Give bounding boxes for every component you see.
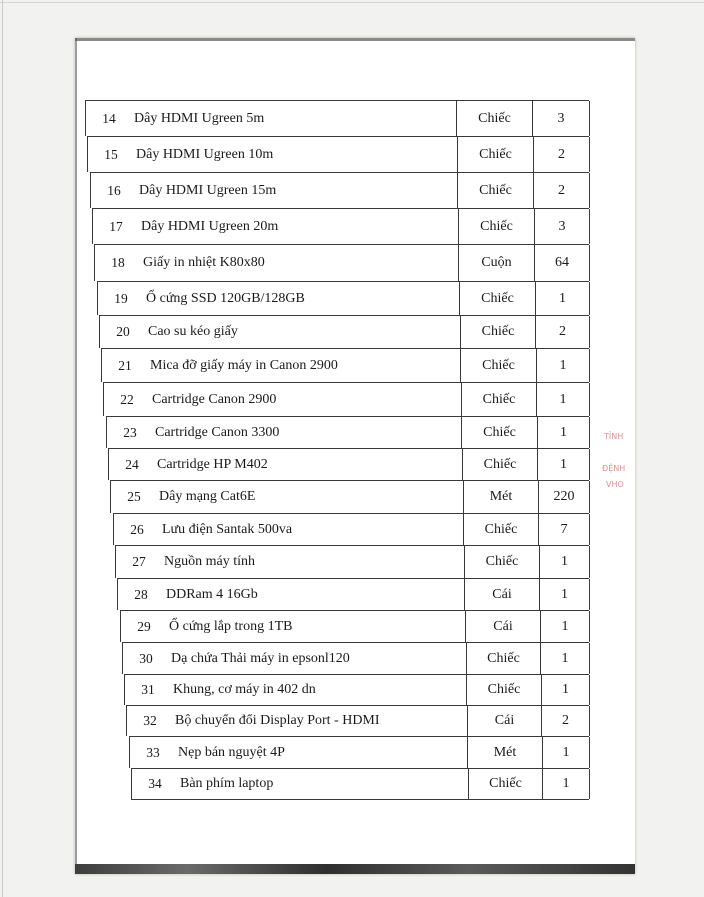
row-item-name: Nguồn máy tính [164,554,255,569]
row-item-name: Bộ chuyển đổi Display Port - HDMI [175,713,380,728]
table-row [101,348,589,382]
item-table [75,38,635,874]
row-item-name: Cartridge Canon 3300 [155,424,280,440]
row-qty: 1 [542,769,590,799]
red-seal-stamp [598,428,638,578]
table-row [113,513,589,545]
table-row [124,674,589,705]
table-row [108,448,589,480]
row-qty: 1 [537,417,590,448]
row-qty: 7 [538,514,590,545]
table-row [94,244,589,281]
scan-bottom-band [75,864,635,874]
row-qty: 1 [539,546,590,578]
table-row [85,100,589,136]
row-unit: Chiếc [461,383,536,416]
row-item-name: DDRam 4 16Gb [166,586,258,602]
row-unit: Chiếc [460,349,536,382]
row-item-name: Mica đỡ giấy máy in Canon 2900 [150,357,338,373]
row-stt: 20 [116,324,130,339]
row-qty: 1 [541,675,590,705]
row-unit: Cái [467,706,541,736]
row-stt: 30 [139,650,153,666]
row-unit: Chiếc [462,449,537,480]
row-unit: Chiếc [458,209,534,244]
row-stt: 22 [120,391,134,407]
row-stt: 15 [104,146,118,162]
row-item-name: Lưu điện Santak 500va [162,521,293,537]
table-row [117,578,589,610]
row-stt: 28 [134,586,148,602]
row-qty: 2 [533,137,590,172]
row-unit: Mét [463,481,538,513]
row-qty: 220 [538,481,590,513]
scanned-page [75,38,635,874]
row-unit: Chiếc [457,173,533,208]
row-item-name: Bàn phím laptop [180,776,274,791]
row-item-name: Dây HDMI Ugreen 5m [134,110,265,126]
row-item-name: Cartridge Canon 2900 [152,391,277,407]
row-stt: 34 [148,776,162,791]
row-unit: Cuộn [458,245,534,281]
row-unit: Mét [467,737,542,768]
row-unit: Chiếc [466,643,540,674]
stamp-text-1: TỈNH [604,432,624,441]
row-item-name: Dây HDMI Ugreen 10m [136,146,274,162]
row-unit: Chiếc [456,101,532,136]
row-unit: Chiếc [460,316,535,348]
row-stt: 26 [130,521,144,537]
table-row [97,281,589,315]
table-row [92,208,589,244]
row-item-name: Giấy in nhiệt K80x80 [143,255,265,270]
row-stt: 24 [125,456,139,472]
table-row [120,610,589,642]
row-qty: 2 [541,706,590,736]
stamp-text-3: VHO [606,480,624,489]
table-row [99,315,589,348]
table-row [90,172,589,208]
row-qty: 1 [537,449,590,480]
window-left-rule [2,0,3,897]
table-row [126,705,589,736]
row-qty: 1 [536,349,590,382]
row-item-name: Dây HDMI Ugreen 15m [139,182,277,198]
row-unit: Chiếc [464,546,539,578]
row-qty: 1 [536,383,590,416]
row-unit: Chiếc [459,282,535,315]
row-qty: 3 [534,209,590,244]
table-row [87,136,589,172]
row-item-name: Ổ cứng SSD 120GB/128GB [146,290,305,306]
row-qty: 3 [532,101,590,136]
stamp-text-2: ĐỆNH [602,464,626,473]
table-row [115,545,589,578]
row-stt: 32 [143,713,157,728]
row-stt: 31 [141,682,155,697]
window-top-rule [0,2,704,3]
row-stt: 29 [137,618,151,634]
row-stt: 16 [107,182,121,198]
row-stt: 17 [109,218,123,234]
table-row [131,768,589,800]
row-stt: 18 [111,255,125,270]
row-qty: 1 [540,643,590,674]
row-qty: 1 [535,282,590,315]
row-qty: 1 [540,611,590,642]
row-item-name: Cao su kéo giấy [148,324,238,339]
row-stt: 21 [118,357,132,373]
row-item-name: Dây mạng Cat6E [159,489,256,504]
row-item-name: Khung, cơ máy in 402 dn [173,682,316,697]
row-stt: 23 [123,424,137,440]
table-row [103,382,589,416]
row-unit: Chiếc [463,514,538,545]
row-item-name: Nẹp bán nguyệt 4P [178,744,285,760]
row-unit: Cái [464,579,539,610]
table-row [122,642,589,674]
row-qty: 2 [535,316,590,348]
row-stt: 33 [146,744,160,760]
row-qty: 1 [539,579,590,610]
row-unit: Chiếc [468,769,542,799]
row-stt: 19 [114,290,128,306]
row-stt: 25 [127,489,141,504]
row-qty: 2 [533,173,590,208]
row-stt: 27 [132,554,146,569]
row-qty: 1 [542,737,590,768]
table-row [129,736,589,768]
row-item-name: Cartridge HP M402 [157,456,268,472]
row-unit: Chiếc [466,675,541,705]
table-row [106,416,589,448]
row-item-name: Dây HDMI Ugreen 20m [141,218,279,234]
row-item-name: Ổ cứng lắp trong 1TB [169,618,293,634]
table-row [110,480,589,513]
row-stt: 14 [102,110,116,126]
row-unit: Chiếc [457,137,533,172]
row-qty: 64 [534,245,590,281]
row-item-name: Dạ chứa Thải máy in epsonl120 [171,650,350,666]
row-unit: Cái [465,611,540,642]
row-unit: Chiếc [461,417,537,448]
